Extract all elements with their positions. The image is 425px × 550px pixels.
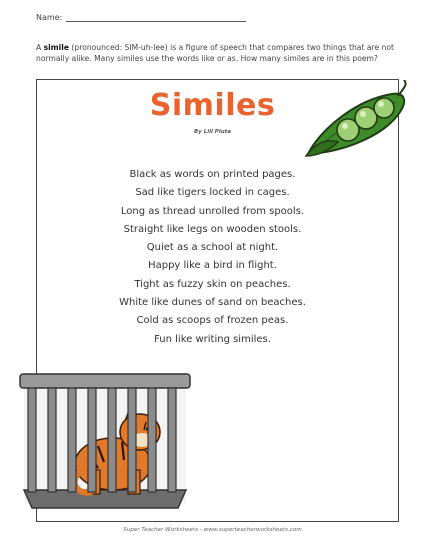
poem-line: Black as words on printed pages. xyxy=(129,169,296,180)
poem-title: Similes xyxy=(149,88,276,123)
pea-pod-icon xyxy=(300,80,412,162)
tiger-cage-icon xyxy=(18,372,198,512)
instructions xyxy=(36,42,396,64)
poem-line: Sad like tigers locked in cages. xyxy=(135,187,290,199)
poem-byline: By Lill Pluta xyxy=(194,129,231,135)
poem-line: White like dunes of sand on beaches. xyxy=(119,297,306,309)
name-label: Name: xyxy=(36,13,63,22)
footer-credit: Super Teacher Worksheets - www.superteacherworksheets.com xyxy=(123,527,302,533)
poem-line: Quiet as a school at night. xyxy=(146,242,279,254)
poem-line: Straight like legs on wooden stools. xyxy=(123,223,302,235)
poem-line: Fun like writing similes. xyxy=(154,333,271,345)
poem-line: Happy like a bird in flight. xyxy=(148,260,277,272)
poem-line: Cold as scoops of frozen peas. xyxy=(136,315,289,327)
intro-text-start: A xyxy=(36,43,44,52)
name-line[interactable] xyxy=(66,13,246,22)
poem-line: Long as thread unrolled from spools. xyxy=(120,205,305,217)
name-field xyxy=(36,13,246,22)
intro-text-rest: (pronounced: SIM-uh-lee) is a figure of speech that compares two things that are not normally alike. Many similes use the words like or as. How many similes are in this poem? xyxy=(36,43,394,63)
intro-keyword: simile xyxy=(43,43,70,52)
poem-body xyxy=(0,166,425,349)
poem-line: Tight as fuzzy skin on peaches. xyxy=(134,278,291,290)
